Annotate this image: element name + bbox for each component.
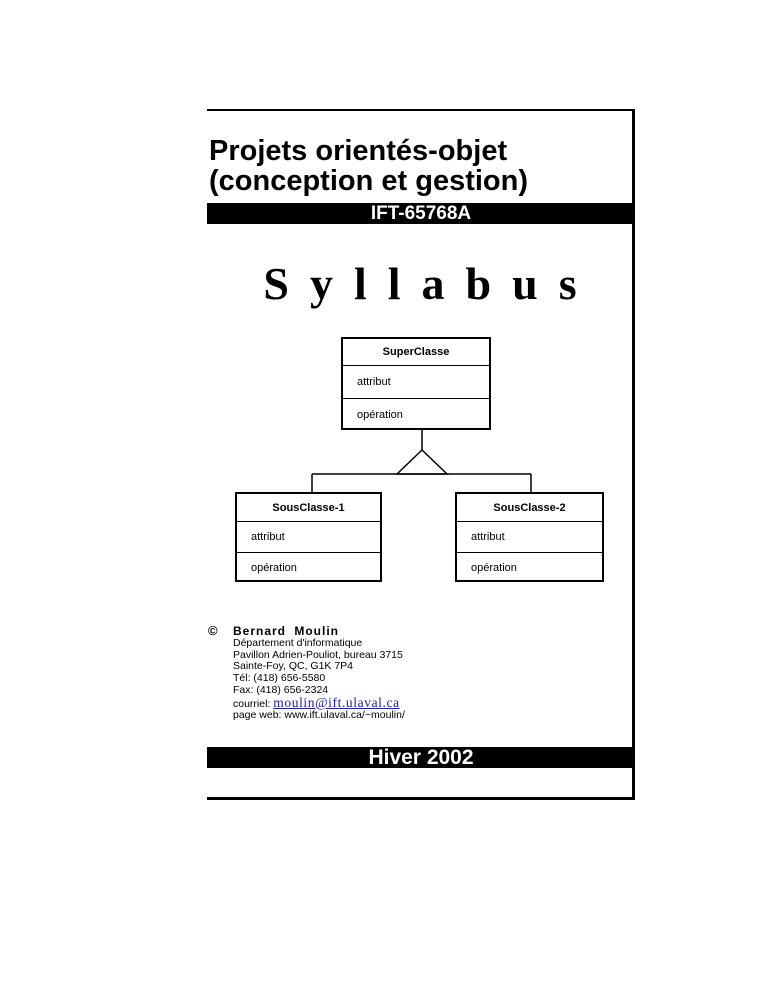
office-address: Pavillon Adrien-Pouliot, bureau 3715 bbox=[233, 648, 403, 661]
web-page: page web: www.ift.ulaval.ca/~moulin/ bbox=[233, 709, 405, 722]
department: Département d'informatique bbox=[233, 637, 363, 649]
city-address: Sainte-Foy, QC, G1K 7P4 bbox=[233, 660, 354, 673]
document-title bbox=[209, 136, 528, 196]
course-code-banner: IFT-65768A bbox=[207, 203, 635, 224]
superclass-name: SuperClasse bbox=[343, 339, 489, 366]
bottom-border bbox=[207, 797, 635, 800]
phone-number: Tél: (418) 656-5580 bbox=[233, 672, 326, 685]
inheritance-triangle-icon bbox=[397, 450, 447, 474]
subclass-1-box bbox=[235, 492, 382, 582]
superclass-operation: opération bbox=[343, 398, 489, 431]
author-name: Bernard Moulin bbox=[233, 624, 340, 638]
subclass-2-name: SousClasse-2 bbox=[457, 494, 602, 522]
superclass-attribute: attribut bbox=[357, 376, 391, 388]
author-contact bbox=[233, 638, 405, 722]
email-line bbox=[233, 694, 405, 711]
subclass-1-name: SousClasse-1 bbox=[237, 494, 380, 522]
title-line-2: (conception et gestion) bbox=[209, 165, 528, 197]
superclass-box bbox=[341, 337, 491, 430]
syllabus-heading: Syllabus bbox=[263, 258, 598, 309]
subclass-2-box bbox=[455, 492, 604, 582]
top-border bbox=[207, 109, 635, 111]
copyright-icon: © bbox=[208, 623, 218, 638]
fax-number: Fax: (418) 656-2324 bbox=[233, 683, 329, 696]
email-label: courriel: bbox=[233, 697, 274, 710]
term-banner: Hiver 2002 bbox=[207, 747, 635, 768]
title-line-1: Projets orientés-objet bbox=[209, 135, 508, 167]
subclass-2-attribute: attribut bbox=[471, 531, 505, 543]
email-link[interactable]: moulin@ift.ulaval.ca bbox=[273, 694, 400, 710]
subclass-1-attribute: attribut bbox=[251, 531, 285, 543]
subclass-2-operation: opération bbox=[457, 552, 602, 583]
subclass-1-operation: opération bbox=[237, 552, 380, 583]
